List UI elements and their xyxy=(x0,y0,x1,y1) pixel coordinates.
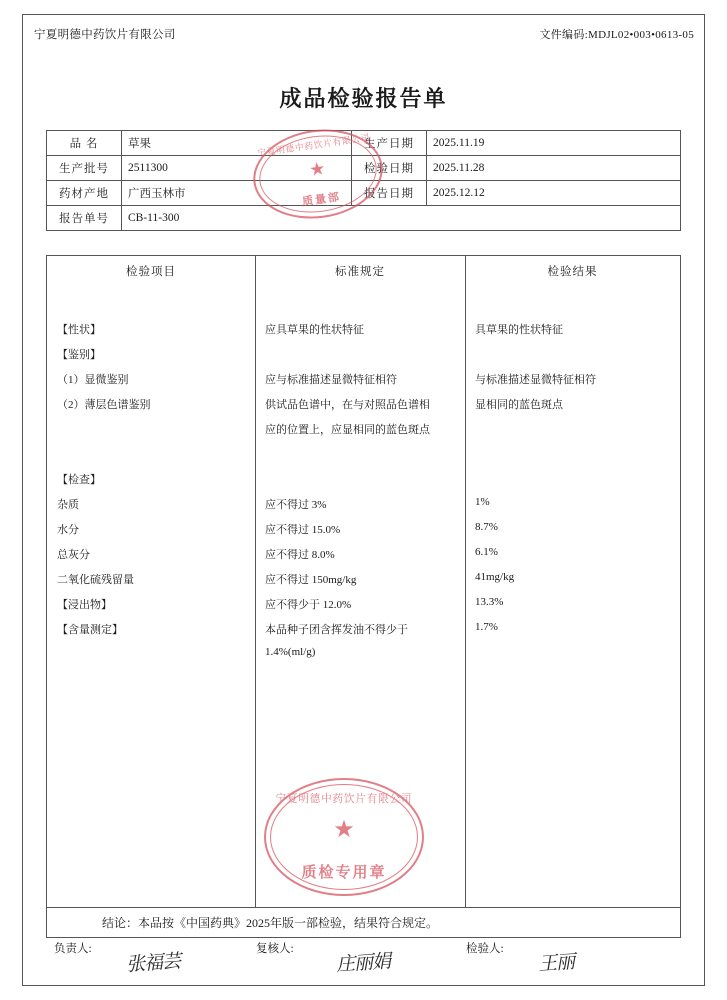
cell-item: （1）显微鉴别 xyxy=(57,374,129,386)
cell-result: 显相同的蓝色斑点 xyxy=(475,399,563,411)
inspector-label: 检验人: xyxy=(466,943,504,955)
stamp-company-text: 宁夏明德中药饮片有限公司 xyxy=(275,793,413,805)
cell-item: 【检查】 xyxy=(57,474,101,486)
cell-result: 13.3% xyxy=(475,596,504,608)
inspection-seal-stamp-icon xyxy=(264,778,424,896)
star-icon: ★ xyxy=(333,817,355,844)
table-row xyxy=(47,646,680,671)
cell-item: 二氧化硫残留量 xyxy=(57,574,134,586)
cell-standard: 应与标准描述显微特征相符 xyxy=(265,374,397,386)
cell-standard: 应不得过 3% xyxy=(265,499,327,511)
header-inspection-item: 检验项目 xyxy=(126,266,176,278)
header-result: 检验结果 xyxy=(547,266,598,278)
conclusion-text: 结论：本品按《中国药典》2025年版一部检验，结果符合规定。 xyxy=(102,916,439,930)
info-value-product: 草果 xyxy=(122,131,352,156)
info-label-report-no: 报告单号 xyxy=(47,206,122,231)
results-rows xyxy=(47,296,680,671)
inspector-signature: 王丽 xyxy=(537,951,575,976)
header-standard: 标准规定 xyxy=(335,266,385,278)
stamp-seal-text: 质检专用章 xyxy=(301,865,387,881)
info-label-production-date: 生产日期 xyxy=(352,131,427,156)
info-value-report-no: CB-11-300 xyxy=(122,206,681,231)
cell-standard: 应不得过 150mg/kg xyxy=(265,574,357,586)
cell-item: 【鉴别】 xyxy=(57,349,101,361)
info-value-report-date: 2025.12.12 xyxy=(427,181,681,206)
conclusion-row xyxy=(46,908,681,938)
cell-standard: 应的位置上，应显相同的蓝色斑点 xyxy=(265,424,430,436)
table-row xyxy=(47,346,680,371)
info-label-inspection-date: 检验日期 xyxy=(352,156,427,181)
cell-result: 与标准描述显微特征相符 xyxy=(475,374,596,386)
table-row xyxy=(47,546,680,571)
table-row xyxy=(47,421,680,446)
info-label-product: 品 名 xyxy=(47,131,122,156)
stamp-department-text: 质量部 xyxy=(301,191,342,209)
company-name: 宁夏明德中药饮片有限公司 xyxy=(34,29,176,41)
cell-result: 8.7% xyxy=(475,521,498,533)
info-label-origin: 药材产地 xyxy=(47,181,122,206)
table-row xyxy=(47,596,680,621)
cell-item: 【含量测定】 xyxy=(57,624,123,636)
cell-result: 具草果的性状特征 xyxy=(475,324,563,336)
info-value-origin: 广西玉林市 xyxy=(122,181,352,206)
info-label-report-date: 报告日期 xyxy=(352,181,427,206)
info-value-batch: 2511300 xyxy=(122,156,352,181)
star-icon: ★ xyxy=(307,157,327,181)
cell-item: 杂质 xyxy=(57,499,79,511)
table-row xyxy=(47,521,680,546)
cell-standard: 1.4%(ml/g) xyxy=(265,646,316,658)
info-label-batch: 生产批号 xyxy=(47,156,122,181)
manager-label: 负责人: xyxy=(54,943,92,955)
cell-item: 总灰分 xyxy=(57,549,90,561)
stamp-company-text: 宁夏明德中药饮片有限公司 xyxy=(256,132,372,159)
table-row xyxy=(47,321,680,346)
cell-item: （2）薄层色谱鉴别 xyxy=(57,399,151,411)
reviewer-label: 复核人: xyxy=(256,943,294,955)
table-row xyxy=(47,206,681,231)
table-row xyxy=(47,446,680,471)
cell-item: 【浸出物】 xyxy=(57,599,112,611)
reviewer-signature: 庄丽娟 xyxy=(335,951,391,976)
cell-result: 1.7% xyxy=(475,621,498,633)
info-value-inspection-date: 2025.11.28 xyxy=(427,156,681,181)
table-row xyxy=(47,571,680,596)
table-row xyxy=(47,371,680,396)
document-code: 文件编码:MDJL02•003•0613-05 xyxy=(539,29,694,41)
cell-item: 【性状】 xyxy=(57,324,101,336)
cell-result: 41mg/kg xyxy=(475,571,515,583)
cell-standard: 本品种子团含挥发油不得少于 xyxy=(265,624,408,636)
cell-standard: 应不得过 8.0% xyxy=(265,549,335,561)
table-row xyxy=(47,296,680,321)
info-value-production-date: 2025.11.19 xyxy=(427,131,681,156)
table-row xyxy=(47,621,680,646)
cell-standard: 供试品色谱中，在与对照品色谱相 xyxy=(265,399,430,411)
page-title: 成品检验报告单 xyxy=(279,86,448,111)
cell-standard: 应不得过 15.0% xyxy=(265,524,341,536)
document-header xyxy=(34,26,694,42)
cell-item: 水分 xyxy=(57,524,79,536)
results-header-row xyxy=(47,256,680,284)
cell-result: 6.1% xyxy=(475,546,498,558)
table-row xyxy=(47,396,680,421)
cell-standard: 应具草果的性状特征 xyxy=(265,324,364,336)
table-row xyxy=(47,471,680,496)
table-row xyxy=(47,496,680,521)
manager-signature: 张福芸 xyxy=(125,951,181,976)
cell-standard: 应不得少于 12.0% xyxy=(265,599,352,611)
signature-row xyxy=(46,938,681,984)
cell-result: 1% xyxy=(475,496,490,508)
